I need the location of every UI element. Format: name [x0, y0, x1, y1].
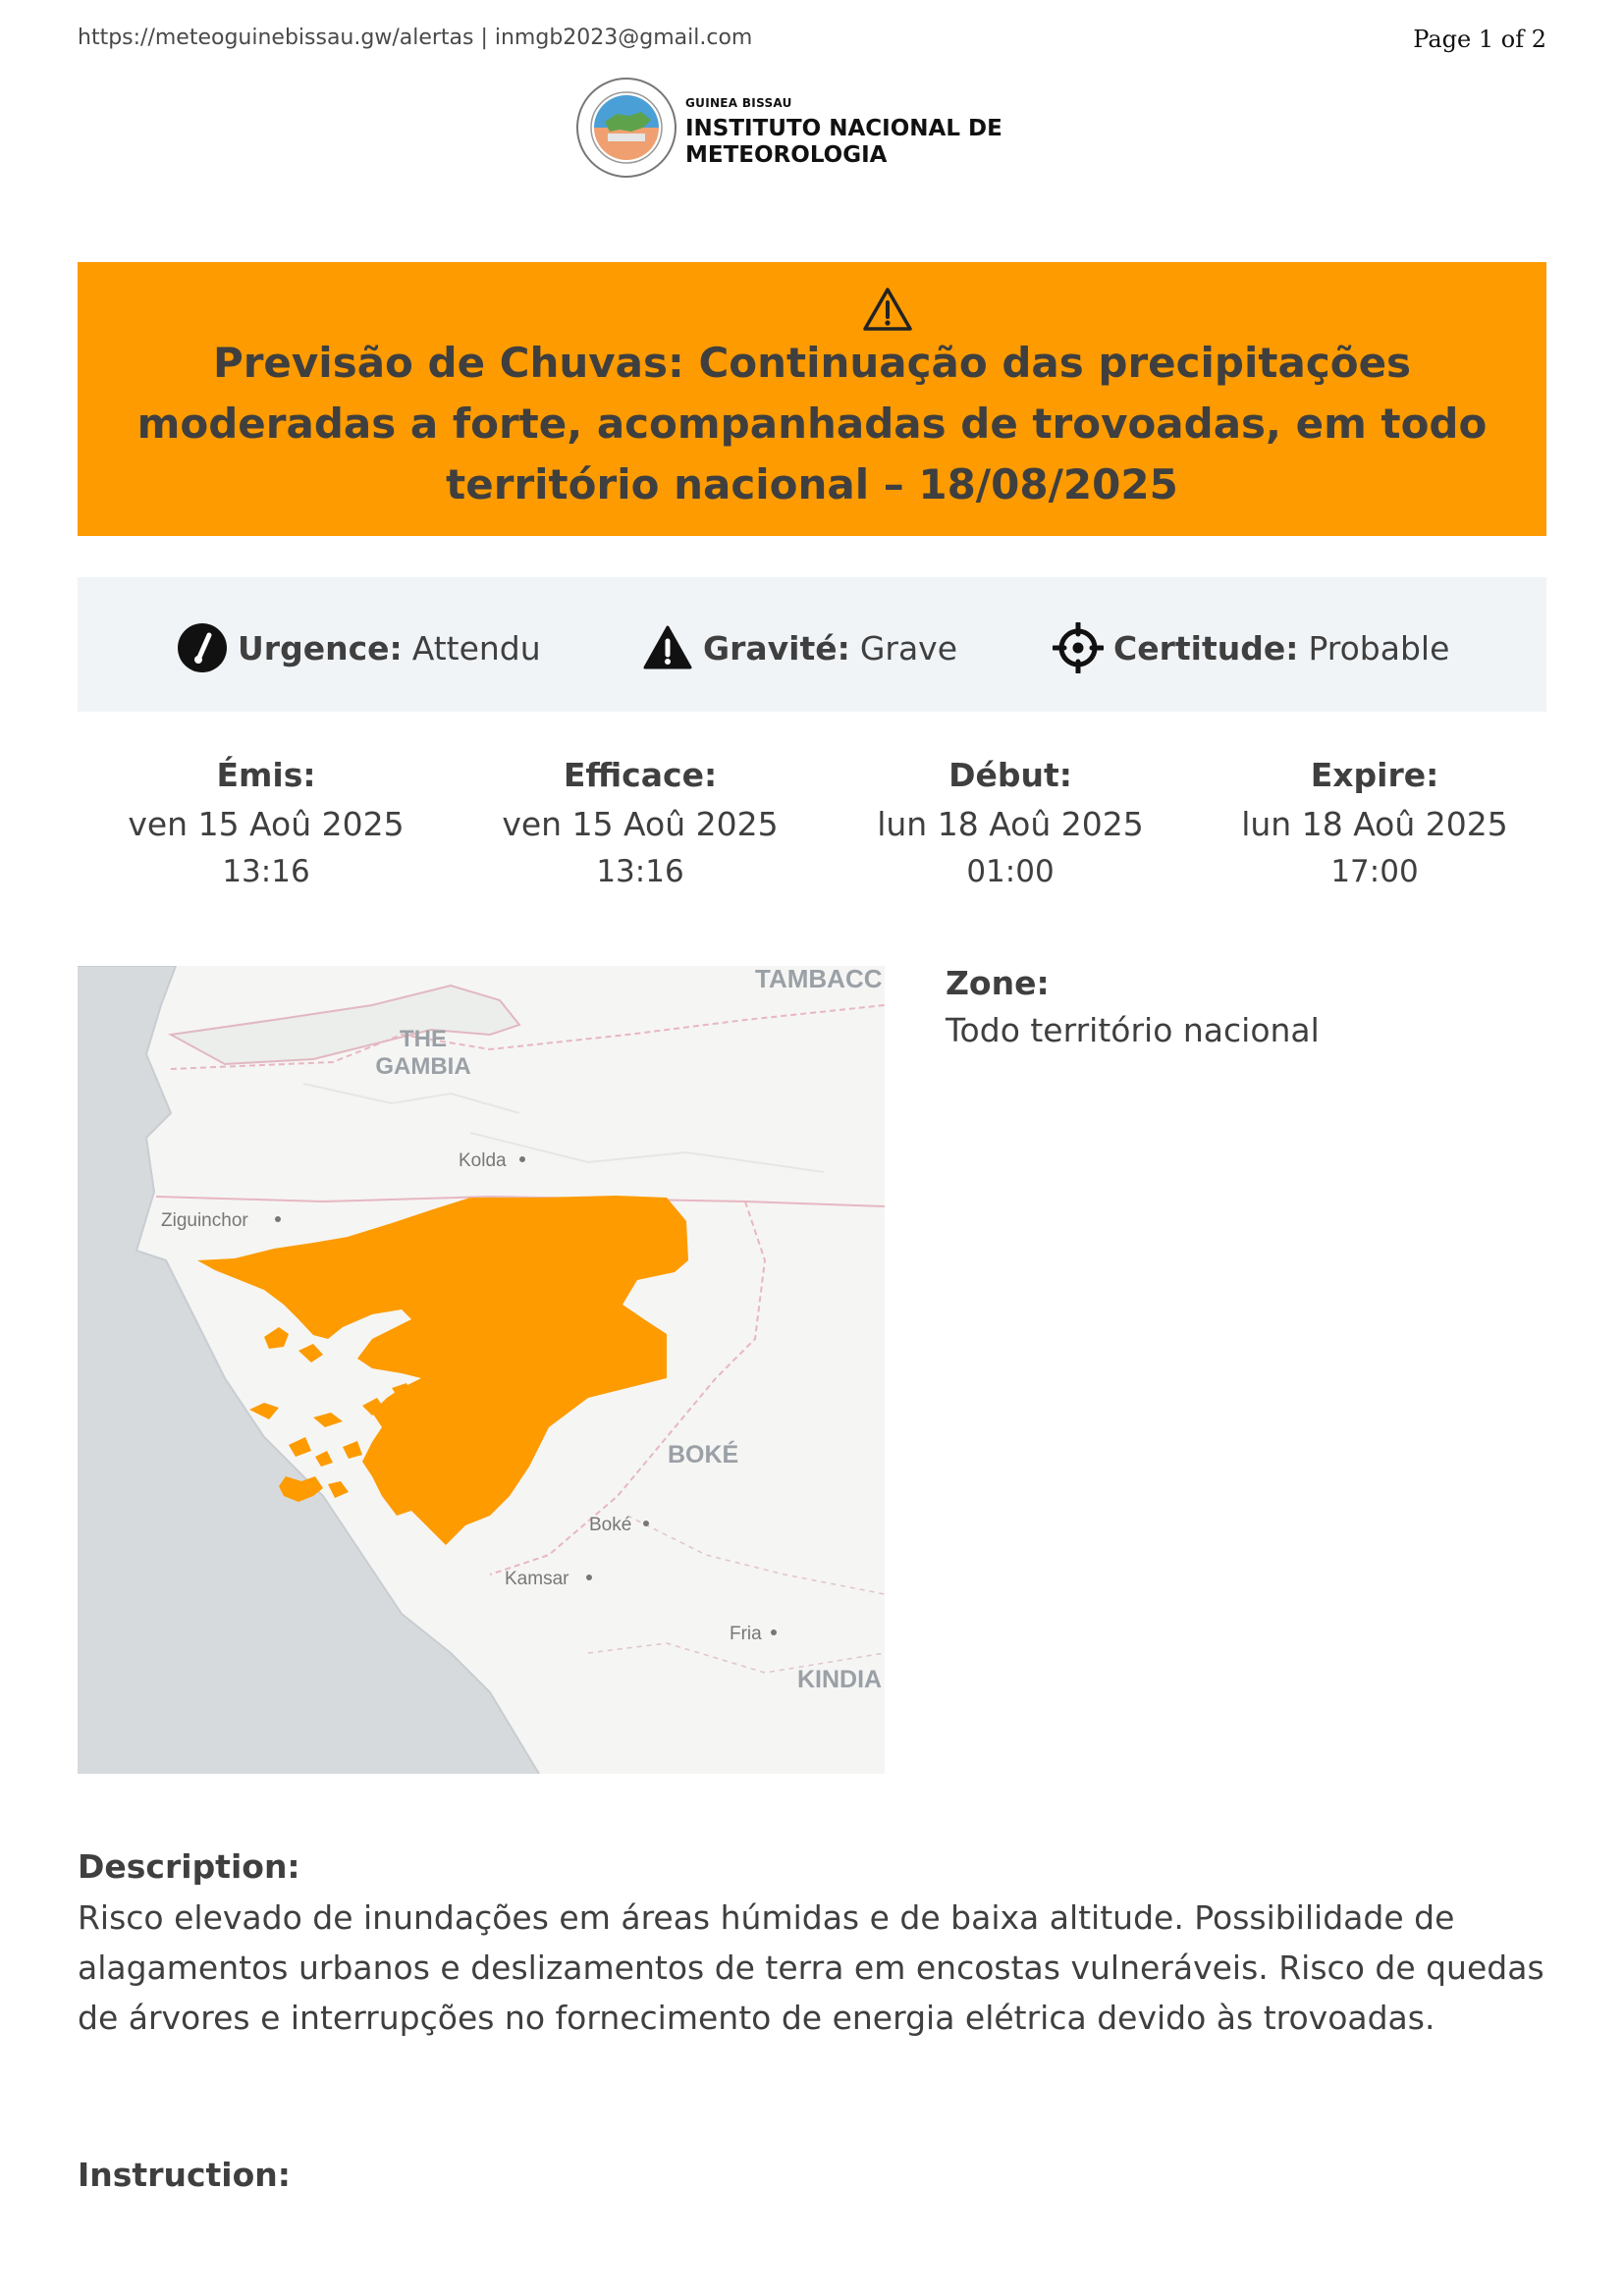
alert-area-map[interactable]	[78, 966, 885, 1774]
alert-banner	[78, 262, 1546, 536]
map-label: BOKÉ	[668, 1441, 739, 1468]
certainty-field	[1053, 622, 1449, 673]
map-label: Kolda	[459, 1150, 507, 1171]
time-value: 13:16	[222, 854, 310, 889]
severity-label: Gravité:	[703, 628, 850, 667]
date-label: Efficace:	[563, 756, 718, 794]
description-label: Description:	[78, 1847, 300, 1886]
logo-name-line1: INSTITUTO NACIONAL DE	[685, 116, 1002, 141]
severity-value: Grave	[859, 628, 958, 667]
page-number: Page 1 of 2	[1413, 26, 1546, 53]
map-label: THE	[400, 1026, 447, 1052]
effective-date	[473, 756, 807, 893]
map-label: Fria	[730, 1624, 762, 1644]
warning-icon	[642, 622, 693, 673]
alert-properties	[78, 577, 1546, 712]
crosshair-icon	[1053, 622, 1104, 673]
date-label: Expire:	[1310, 756, 1439, 794]
description-text: Risco elevado de inundações em áreas húmidas e de baixa altitude. Possibilidade de alagamentos urbanos e deslizamentos de terra em encostas vulneráveis. Risco de quedas de árvores e interrupções no fornecimento de energia elétrica devido às trovoadas.	[78, 1898, 1544, 2037]
gauge-icon	[177, 622, 228, 673]
date-value: lun 18 Aoû 2025	[877, 805, 1144, 843]
severity-field	[642, 622, 957, 673]
map-label: TAMBACC	[755, 966, 883, 993]
onset-date	[843, 756, 1177, 893]
alert-title: Previsão de Chuvas: Continuação das precipitações moderadas a forte, acompanhadas de trovoadas, em todo território nacional – 18/08/2025	[136, 339, 1488, 508]
map-canvas	[78, 966, 885, 1774]
zone-value: Todo território nacional	[946, 1011, 1320, 1049]
expires-date	[1208, 756, 1542, 893]
urgency-field	[177, 622, 541, 673]
map-label: Boké	[589, 1515, 632, 1535]
certainty-value: Probable	[1308, 628, 1450, 667]
map-label: GAMBIA	[375, 1053, 471, 1080]
instruction-label: Instruction:	[78, 2156, 291, 2194]
warning-triangle-icon	[861, 286, 914, 333]
logo-name	[685, 116, 1002, 169]
date-value: ven 15 Aoû 2025	[502, 805, 779, 843]
date-value: lun 18 Aoû 2025	[1241, 805, 1508, 843]
page-url-contact: https://meteoguinebissau.gw/alertas | inmgb2023@gmail.com	[78, 26, 753, 50]
date-value: ven 15 Aoû 2025	[128, 805, 405, 843]
logo-subtitle: GUINEA BISSAU	[685, 96, 792, 110]
date-label: Émis:	[216, 756, 316, 794]
map-label: Kamsar	[505, 1569, 569, 1589]
time-value: 13:16	[596, 854, 684, 889]
urgency-value: Attendu	[411, 628, 541, 667]
time-value: 01:00	[966, 854, 1055, 889]
logo-name-line2: METEOROLOGIA	[685, 142, 888, 168]
map-label: KINDIA	[797, 1666, 883, 1693]
issued-date	[99, 756, 433, 893]
map-label: Ziguinchor	[161, 1210, 248, 1231]
institute-seal-icon	[572, 77, 680, 185]
time-value: 17:00	[1330, 854, 1419, 889]
certainty-label: Certitude:	[1113, 628, 1299, 667]
date-label: Début:	[948, 756, 1072, 794]
urgency-label: Urgence:	[238, 628, 403, 667]
zone-label: Zone:	[946, 964, 1050, 1002]
